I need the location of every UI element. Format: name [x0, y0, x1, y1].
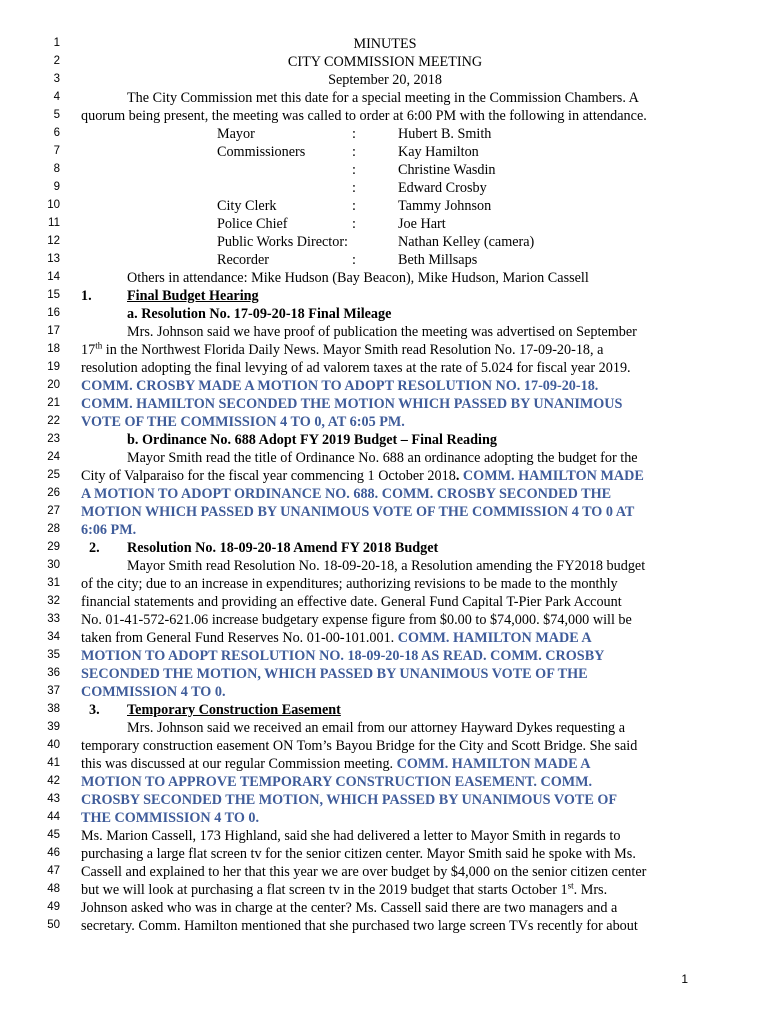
section-number: 2. — [89, 540, 100, 556]
motion-line: A MOTION TO ADOPT ORDINANCE NO. 688. COMM. CROSBY SECONDED THE — [81, 486, 612, 502]
attendee-colon: : — [352, 126, 356, 142]
body-line: City of Valparaiso for the fiscal year commencing 1 October 2018. COMM. HAMILTON MADE — [81, 468, 644, 484]
page-number: 1 — [681, 972, 688, 986]
line-number: 19 — [47, 361, 60, 373]
line-number: 3 — [53, 73, 60, 85]
attendee-role: Recorder — [217, 252, 269, 268]
document-subtitle: CITY COMMISSION MEETING — [287, 54, 483, 70]
attendee-name: Edward Crosby — [398, 180, 487, 196]
line-number: 6 — [53, 127, 60, 139]
line-number: 26 — [47, 487, 60, 499]
line-number: 13 — [47, 253, 60, 265]
line-number: 10 — [47, 199, 60, 211]
motion-line: MOTION TO ADOPT RESOLUTION NO. 18-09-20-18 AS READ. COMM. CROSBY — [81, 648, 605, 664]
attendee-colon: : — [352, 144, 356, 160]
motion-line: COMM. HAMILTON SECONDED THE MOTION WHICH PASSED BY UNANIMOUS — [81, 396, 623, 412]
section-title: Temporary Construction Easement — [127, 702, 341, 718]
others-in-attendance: Others in attendance: Mike Hudson (Bay Beacon), Mike Hudson, Marion Cassell — [127, 270, 589, 286]
body-line: this was discussed at our regular Commission meeting. COMM. HAMILTON MADE A — [81, 756, 591, 772]
item-title: b. Ordinance No. 688 Adopt FY 2019 Budget – Final Reading — [127, 432, 497, 448]
line-number: 47 — [47, 865, 60, 877]
line-number: 37 — [47, 685, 60, 697]
line-number: 40 — [47, 739, 60, 751]
body-line: No. 01-41-572-621.06 increase budgetary expense figure from $0.00 to $74,000. $74,000 will be — [81, 612, 632, 628]
line-number: 7 — [53, 145, 60, 157]
section-number: 3. — [89, 702, 100, 718]
line-number: 16 — [47, 307, 60, 319]
section-title: Final Budget Hearing — [127, 288, 259, 304]
attendee-colon: : — [352, 252, 356, 268]
attendee-role: City Clerk — [217, 198, 277, 214]
attendee-colon: : — [352, 216, 356, 232]
body-line: Johnson asked who was in charge at the center? Ms. Cassell said there are two managers and a — [81, 900, 618, 916]
line-number: 49 — [47, 901, 60, 913]
line-number: 17 — [47, 325, 60, 337]
line-number: 2 — [53, 55, 60, 67]
attendee-colon: : — [352, 162, 356, 178]
body-line: taken from General Fund Reserves No. 01-00-101.001. COMM. HAMILTON MADE A — [81, 630, 592, 646]
line-number: 29 — [47, 541, 60, 553]
line-number: 39 — [47, 721, 60, 733]
line-number: 41 — [47, 757, 60, 769]
line-number: 36 — [47, 667, 60, 679]
line-number: 38 — [47, 703, 60, 715]
line-number: 30 — [47, 559, 60, 571]
line-number: 8 — [53, 163, 60, 175]
line-number: 43 — [47, 793, 60, 805]
line-number: 44 — [47, 811, 60, 823]
attendee-colon: : — [352, 198, 356, 214]
line-number: 25 — [47, 469, 60, 481]
meeting-date: September 20, 2018 — [328, 72, 442, 88]
body-line: temporary construction easement ON Tom’s Bayou Bridge for the City and Scott Bridge. She said — [81, 738, 638, 754]
line-number: 48 — [47, 883, 60, 895]
line-number: 4 — [53, 91, 60, 103]
attendee-name: Nathan Kelley (camera) — [398, 234, 535, 250]
line-number: 15 — [47, 289, 60, 301]
line-number: 21 — [47, 397, 60, 409]
line-number: 32 — [47, 595, 60, 607]
intro-line: quorum being present, the meeting was called to order at 6:00 PM with the following in attendance. — [81, 108, 647, 124]
motion-line: CROSBY SECONDED THE MOTION, WHICH PASSED BY UNANIMOUS VOTE OF — [81, 792, 618, 808]
motion-line: MOTION WHICH PASSED BY UNANIMOUS VOTE OF THE COMMISSION 4 TO 0 AT — [81, 504, 635, 520]
motion-line: COMM. CROSBY MADE A MOTION TO ADOPT RESOLUTION NO. 17-09-20-18. — [81, 378, 599, 394]
body-line: of the city; due to an increase in expenditures; authorizing revisions to be made to the monthly — [81, 576, 618, 592]
line-number: 28 — [47, 523, 60, 535]
section-title: Resolution No. 18-09-20-18 Amend FY 2018 Budget — [127, 540, 439, 556]
attendee-colon: : — [352, 180, 356, 196]
line-number: 33 — [47, 613, 60, 625]
line-number: 45 — [47, 829, 60, 841]
motion-line: MOTION TO APPROVE TEMPORARY CONSTRUCTION EASEMENT. COMM. — [81, 774, 593, 790]
body-line: 17th in the Northwest Florida Daily News. Mayor Smith read Resolution No. 17-09-20-18, a — [81, 340, 604, 358]
body-line: Mrs. Johnson said we have proof of publication the meeting was advertised on September — [127, 324, 637, 340]
attendee-name: Christine Wasdin — [398, 162, 496, 178]
attendee-name: Hubert B. Smith — [398, 126, 492, 142]
attendee-name: Tammy Johnson — [398, 198, 492, 214]
attendee-name: Joe Hart — [398, 216, 446, 232]
line-number: 5 — [53, 109, 60, 121]
line-number: 50 — [47, 919, 60, 931]
line-number: 9 — [53, 181, 60, 193]
body-line: Mrs. Johnson said we received an email from our attorney Hayward Dykes requesting a — [127, 720, 625, 736]
line-number: 14 — [47, 271, 60, 283]
body-line: Mayor Smith read Resolution No. 18-09-20-18, a Resolution amending the FY2018 budget — [127, 558, 646, 574]
line-number: 20 — [47, 379, 60, 391]
line-number: 22 — [47, 415, 60, 427]
line-number: 12 — [47, 235, 60, 247]
motion-line: SECONDED THE MOTION, WHICH PASSED BY UNANIMOUS VOTE OF THE — [81, 666, 588, 682]
body-line: Cassell and explained to her that this year we are over budget by $4,000 on the senior citizen center — [81, 864, 647, 880]
line-number: 1 — [53, 37, 60, 49]
body-line: resolution adopting the final levying of ad valorem taxes at the rate of 5.024 for fiscal year 2019. — [81, 360, 631, 376]
document-title: MINUTES — [353, 36, 417, 52]
body-line: financial statements and providing an effective date. General Fund Capital T-Pier Park Account — [81, 594, 622, 610]
line-number: 24 — [47, 451, 60, 463]
line-number: 42 — [47, 775, 60, 787]
body-line: purchasing a large flat screen tv for the senior citizen center. Mayor Smith said he spoke with Ms. — [81, 846, 636, 862]
attendee-name: Beth Millsaps — [398, 252, 478, 268]
line-number: 46 — [47, 847, 60, 859]
attendee-role: Mayor — [217, 126, 255, 142]
section-number: 1. — [81, 288, 92, 304]
line-number: 34 — [47, 631, 60, 643]
line-number: 23 — [47, 433, 60, 445]
attendee-role: Police Chief — [217, 216, 288, 232]
line-number: 27 — [47, 505, 60, 517]
motion-line: 6:06 PM. — [81, 522, 137, 538]
line-number: 18 — [47, 343, 60, 355]
body-line: Mayor Smith read the title of Ordinance No. 688 an ordinance adopting the budget for the — [127, 450, 638, 466]
motion-line: COMMISSION 4 TO 0. — [81, 684, 226, 700]
body-line: Ms. Marion Cassell, 173 Highland, said she had delivered a letter to Mayor Smith in regards to — [81, 828, 621, 844]
line-number: 31 — [47, 577, 60, 589]
motion-line: THE COMMISSION 4 TO 0. — [81, 810, 260, 826]
attendee-name: Kay Hamilton — [398, 144, 479, 160]
line-number: 35 — [47, 649, 60, 661]
body-line: but we will look at purchasing a flat screen tv in the 2019 budget that starts October 1st. Mrs. — [81, 880, 608, 898]
motion-line: VOTE OF THE COMMISSION 4 TO 0, AT 6:05 PM. — [81, 414, 405, 430]
intro-line: The City Commission met this date for a special meeting in the Commission Chambers. A — [127, 90, 639, 106]
item-title: a. Resolution No. 17-09-20-18 Final Mileage — [127, 306, 392, 322]
line-number: 11 — [48, 217, 60, 229]
attendee-role: Public Works Director: — [217, 234, 348, 250]
attendee-role: Commissioners — [217, 144, 306, 160]
body-line: secretary. Comm. Hamilton mentioned that she purchased two large screen TVs recently for about — [81, 918, 638, 934]
